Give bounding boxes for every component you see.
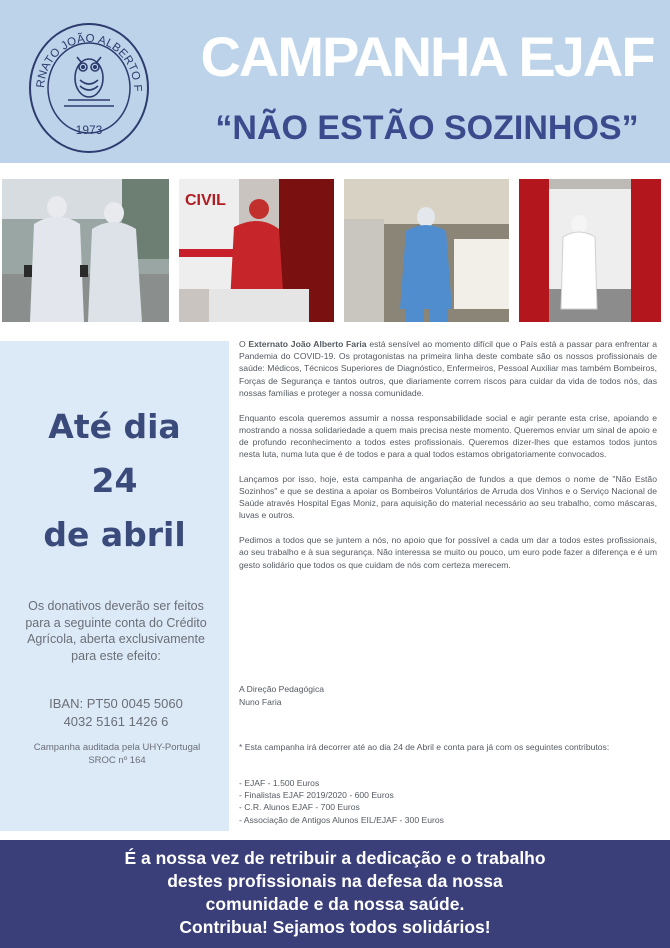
- school-name: Externato João Alberto Faria: [248, 339, 367, 349]
- body-paragraph-2: Enquanto escola queremos assumir a nossa responsabilidade social e agir perante esta crise, apoiando e mostrando a nossa solidariedade a quem mais precisa neste momento. Queremos enviar um sinal de apoio e de profundo reconhecimento a todos estes profissionais. Queremos dizer-lhes que estamos todos juntos nesta luta, numa luta que é de todos e para a qual todos estamos obrigatoriamente convocados.: [239, 412, 657, 460]
- p1-rest: está sensível ao momento difícil que o País está a passar para enfrentar a Pandemia do COVID-19. Os protagonistas na primeira linha deste combate são os nossos profissionais de saúde: Médicos, Técnicos Superiores de Diagnóstico, Enfermeiros, Pessoal Auxiliar mas também Bombeiros, Forças de Segurança e tantos outros, que diariamente correm riscos para cuidar da vida de todos nós, das nossas famílias e proteger a nossa comunidade.: [239, 339, 657, 398]
- iban-line2: 4032 5161 1426 6: [63, 714, 169, 729]
- donation-info: Os donativos deverão ser feitos para a seguinte conta do Crédito Agrícola, aberta exclusivamente para este efeito:: [25, 599, 207, 663]
- campaign-note: * Esta campanha irá decorrer até ao dia 24 de Abril e conta para já com os seguintes contributos:: [239, 742, 610, 752]
- iban: [18, 695, 214, 731]
- list-item: - Associação de Antigos Alunos EIL/EJAF - 300 Euros: [239, 814, 444, 825]
- list-item: - EJAF - 1.500 Euros: [239, 778, 320, 788]
- iban-line1: IBAN: PT50 0045 5060: [49, 696, 183, 711]
- health-workers-photo: [2, 179, 169, 322]
- deadline-line1: Até dia: [48, 407, 181, 446]
- firefighters-photo: [179, 179, 334, 322]
- page-subtitle: “NÃO ESTÃO SOZINHOS”: [215, 109, 639, 147]
- page-title: CAMPANHA EJAF: [200, 25, 654, 88]
- logo-arc-text: RNATO JOÃO ALBERTO F: [34, 32, 144, 92]
- body-paragraph-1: [239, 338, 657, 399]
- body-paragraph-4: Pedimos a todos que se juntem a nós, no apoio que for possível a cada um dar a todos estes profissionais, ao seu trabalho e à sua segurança. Não interessa se muito ou pouco, um euro pode fazer a diferença e é um gesto solidário que todos os que cuidam de nós com certeza merecem.: [239, 535, 657, 570]
- list-item: - Finalistas EJAF 2019/2020 - 600 Euros: [239, 790, 394, 801]
- signoff-line2: Nuno Faria: [239, 697, 282, 707]
- list-item: - C.R. Alunos EJAF - 700 Euros: [239, 802, 360, 813]
- footer-message: [0, 847, 670, 939]
- signoff: [239, 683, 539, 709]
- deadline-line3: de abril: [43, 515, 186, 554]
- signoff-line1: A Direção Pedagógica: [239, 684, 325, 694]
- footer-line4: Contribua! Sejamos todos solidários!: [179, 917, 491, 937]
- p1-lead: O: [239, 339, 249, 349]
- logo-year: 1973: [75, 123, 103, 137]
- audit-note: Campanha auditada pela UHY-Portugal SROC nº 164: [33, 742, 201, 766]
- footer-line2: destes profissionais na defesa da nossa: [167, 871, 503, 891]
- footer-line1: É a nossa vez de retribuir a dedicação e o trabalho: [124, 848, 546, 868]
- nurse-photo: [344, 179, 509, 322]
- contributions-list: [239, 777, 657, 826]
- footer-line3: comunidade e da nossa saúde.: [205, 894, 465, 914]
- campaign-body: [239, 338, 657, 583]
- school-logo: [28, 20, 150, 156]
- deadline-line2: 24: [91, 461, 138, 500]
- deadline-heading: [0, 400, 229, 562]
- svg-text:CIVIL: CIVIL: [185, 192, 226, 209]
- ambulance-photo: [519, 179, 661, 322]
- body-paragraph-3: Lançamos por isso, hoje, esta campanha de angariação de fundos a que demos o nome de "Não Estão Sozinhos" e que se destina a apoiar os Bombeiros Voluntários de Arruda dos Vinhos e o Serviço Nacional de Saúde através Hospital Egas Moniz, para aquisição do material necessário ao seu trabalho, como máscaras, luvas e outros.: [239, 473, 657, 521]
